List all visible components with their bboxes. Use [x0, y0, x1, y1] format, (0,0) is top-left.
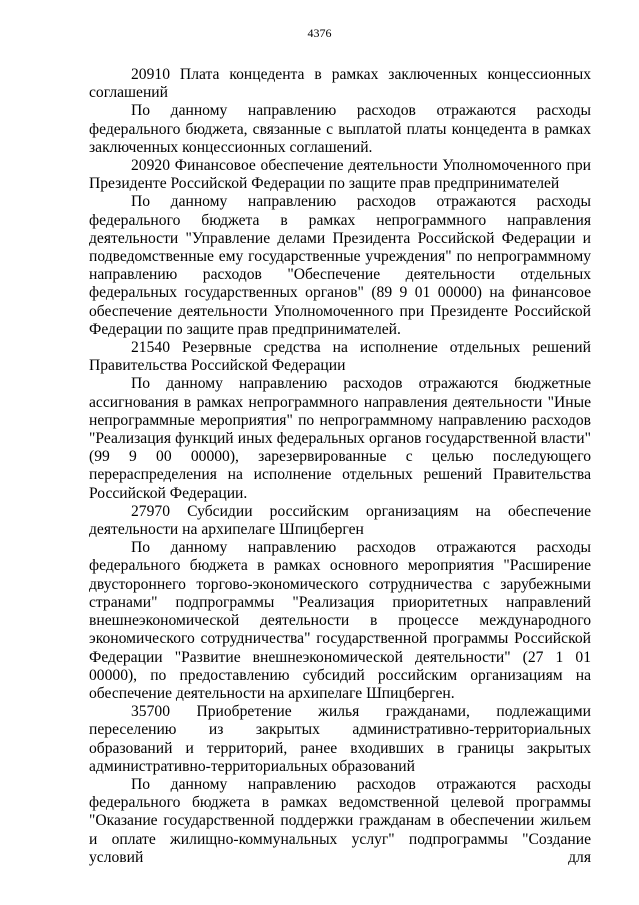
item-heading-20920: 20920 Финансовое обеспечение деятельности Уполномоченного при Президенте Российской Федерации по защите прав предпринимателей — [89, 157, 591, 193]
item-description-35700: По данному направлению расходов отражаются расходы федерального бюджета в рамках ведомственной целевой программы "Оказание государственной поддержки гражданам в обеспечении жильем и оплате жилищно-коммунальных услуг" подпрограммы "Создание условий для — [89, 775, 591, 866]
item-description-21540: По данному направлению расходов отражаются бюджетные ассигнования в рамках непрограммного направления деятельности "Иные непрограммные мероприятия" по непрограммному направлению расходов "Реализация функций иных федеральных органов государственной власти" (99 9 00 00000), зарезервированные с целью последующего перераспределения на исполнение отдельных решений Правительства Российской Федерации. — [89, 375, 591, 502]
item-description-20920: По данному направлению расходов отражаются расходы федерального бюджета в рамках непрограммного направления деятельности "Управление делами Президента Российской Федерации и подведомственные ему государственные учреждения" по непрограммному направлению расходов "Обеспечение деятельности отдельных федеральных государственных органов" (89 9 01 00000) на финансовое обеспечение деятельности Уполномоченного при Президенте Российской Федерации по защите прав предпринимателей. — [89, 193, 591, 338]
item-heading-27970: 27970 Субсидии российским организациям на обеспечение деятельности на архипелаге Шпицберген — [89, 502, 591, 539]
item-heading-35700: 35700 Приобретение жилья гражданами, подлежащими переселению из закрытых административно-территориальных образований и территорий, ранее входивших в границы закрытых административно-территориальных образований — [89, 703, 591, 775]
item-heading-21540: 21540 Резервные средства на исполнение отдельных решений Правительства Российской Федерации — [89, 339, 591, 375]
item-description-27970: По данному направлению расходов отражаются расходы федерального бюджета в рамках основного мероприятия "Расширение двустороннего торгово-экономического сотрудничества с зарубежными странами" подпрограммы "Реализация приоритетных направлений внешнеэкономической деятельности в процессе международного экономического сотрудничества" государственной программы Российской Федерации "Развитие внешнеэкономической деятельности" (27 1 01 00000), по предоставлению субсидий российским организациям на обеспечение деятельности на архипелаге Шпицберген. — [89, 539, 591, 702]
item-description-20910: По данному направлению расходов отражаются расходы федерального бюджета, связанные с выплатой платы концедента в рамках заключенных концессионных соглашений. — [89, 102, 591, 156]
document-body — [89, 66, 591, 867]
page-number: 4376 — [307, 26, 332, 40]
item-heading-20910: 20910 Плата концедента в рамках заключенных концессионных соглашений — [89, 66, 591, 102]
